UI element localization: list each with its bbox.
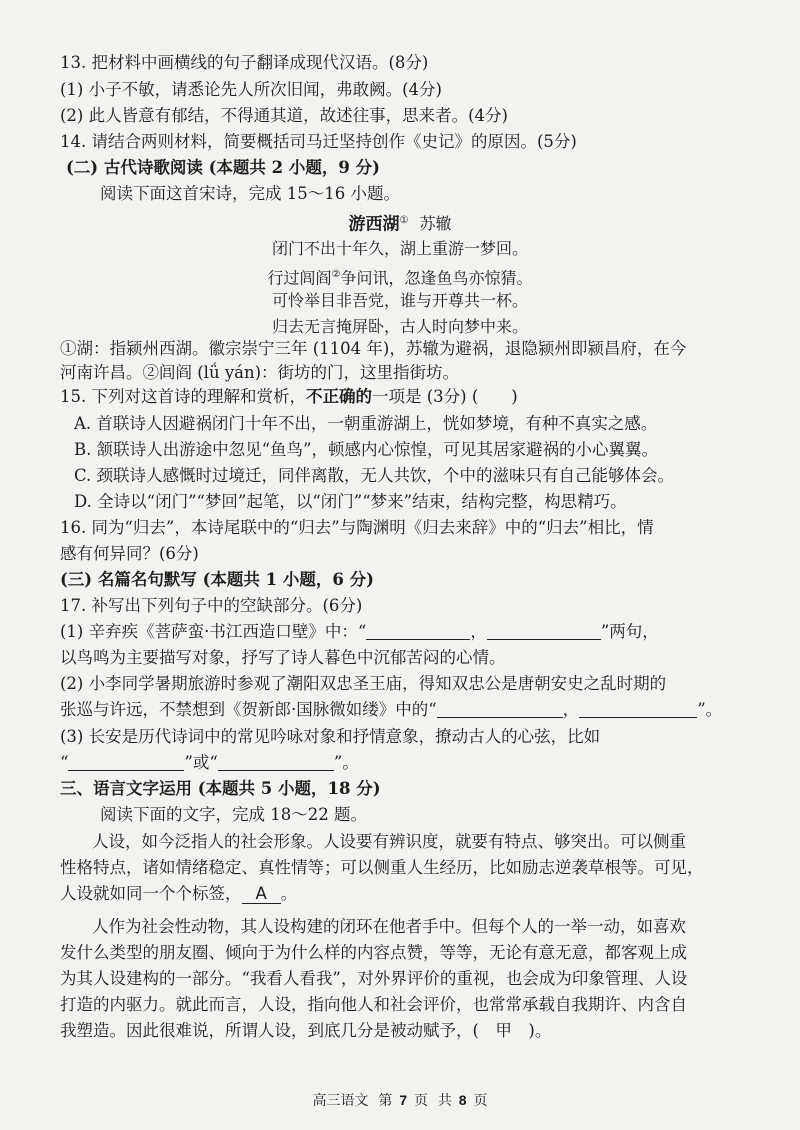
q17-item-1-c: ”两句， (600, 622, 659, 641)
passage-p1-line-3-text: 人设就如同一个个标签， (60, 884, 242, 903)
passage-p1-line-1: 人设，如今泛指人的社会形象。人设要有辨识度，就要有特点、够突出。可以侧重 (92, 832, 686, 851)
q17-item-1 (60, 619, 776, 645)
poem-line-2-note: ② (331, 269, 341, 280)
q13-sentence-1: (1) 小子不敏，请悉论先人所次旧闻，弗敢阙。(4分) (60, 80, 442, 99)
q17-blank-2[interactable] (487, 621, 601, 640)
poem-line-3: 可怜举目非吾党，谁与开尊共一杯。 (271, 291, 528, 310)
passage-p2-line-1: 人作为社会性动物，其人设构建的闭环在他者手中。但每个人的一举一动，如喜欢 (92, 917, 686, 936)
footer-total-number: 8 (458, 1092, 467, 1108)
poem-line-2-b: 争问讯，忽逢鱼鸟亦惊猜。 (340, 268, 533, 288)
part-3-heading: 三、语言文字运用 (本题共 5 小题，18 分) (60, 779, 381, 798)
passage-p2-line-4: 打造的内驱力。就此而言，人设，指向他人和社会评价，也常常承载自我期许、内含自 (60, 995, 687, 1014)
section-3-heading: (三) 名篇名句默写 (本题共 1 小题，6 分) (60, 570, 374, 589)
footer-total-prefix: 共 (437, 1092, 452, 1108)
q17-item-1-a: (1) 辛弃疾《菩萨蛮·书江西造口壁》中：“ (60, 622, 367, 641)
poem-author: 苏辙 (419, 214, 452, 234)
part-3-intro: 阅读下面的文字，完成 18～22 题。 (100, 805, 367, 824)
poem-line-4: 归去无言掩屏卧，古人时向梦中来。 (271, 317, 528, 336)
q15-option-b: B. 颔联诗人出游途中忽见“鱼鸟”，顿感内心惊惶，可见其居家避祸的小心翼翼。 (74, 440, 658, 459)
q15-stem-c: 一项是 (3分) ( ) (372, 387, 518, 406)
note-line-1: ①湖：指颍州西湖。徽宗崇宁三年 (1104 年)，苏辙为避祸，退隐颍州即颍昌府，在今 (60, 339, 687, 358)
passage-p1-line-3-end: 。 (280, 884, 298, 903)
poem-title: 游西湖 (348, 214, 400, 235)
passage-p1-line-3 (60, 881, 776, 907)
q17-item-1-b: ， (470, 622, 487, 641)
q17-stem: 17. 补写出下列句子中的空缺部分。(6分) (60, 596, 363, 615)
poem-title-line (0, 208, 800, 237)
q15-option-d: D. 全诗以“闭门”“梦回”起笔，以“闭门”“梦来”结束，结构完整，构思精巧。 (74, 492, 627, 511)
footer-subject: 高三语文 (312, 1092, 369, 1108)
q17-item-1-d: 以鸟鸣为主要描写对象，抒写了诗人暮色中沉郁苦闷的心情。 (60, 648, 506, 667)
q16-line-1: 16. 同为“归去”，本诗尾联中的“归去”与陶渊明《归去来辞》中的“归去”相比，情 (60, 518, 654, 537)
passage-p2-line-3: 为其人设建构的一部分。“我看人看我”，对外界评价的重视，也会成为印象管理、人设 (60, 969, 688, 988)
footer-page-number: 7 (399, 1092, 408, 1108)
blank-a[interactable]: A (242, 884, 281, 904)
page-footer (0, 1090, 800, 1110)
footer-total-suffix: 页 (473, 1092, 488, 1108)
q17-item-3 (60, 750, 776, 776)
poem-line-2-a: 行过闾阎 (267, 268, 332, 288)
q15-stem-a: 15. 下列对这首诗的理解和赏析， (60, 387, 306, 406)
footer-page-suffix: 页 (414, 1092, 428, 1108)
q16-line-2: 感有何异同？(6分) (60, 544, 199, 563)
q17-blank-1[interactable] (366, 621, 470, 640)
passage-p1-line-2: 性格特点，诸如情绪稳定、真性情等；可以侧重人生经历，比如励志逆袭草根等。可见， (60, 858, 704, 877)
q15-option-c: C. 颈联诗人感慨时过境迁，同伴离散，无人共饮，个中的滋味只有自己能够体会。 (74, 466, 675, 485)
poem-title-note: ① (399, 215, 409, 226)
footer-page-prefix: 第 (378, 1092, 393, 1108)
q15-stem-emphasis: 不正确的 (306, 387, 372, 406)
q13-sentence-2: (2) 此人皆意有郁结，不得通其道，故述往事，思来者。(4分) (60, 106, 508, 125)
q17-item-2-c: ， (562, 700, 580, 719)
poem-line-2 (0, 262, 800, 291)
section-2-heading: (二) 古代诗歌阅读 (本题共 2 小题，9 分) (66, 158, 380, 177)
note-line-2: 河南许昌。②闾阎 (lǘ yán)：街坊的门，这里指街坊。 (60, 363, 460, 382)
q15-stem (60, 384, 776, 410)
q13-stem: 13. 把材料中画横线的句子翻译成现代汉语。(8分) (60, 53, 429, 72)
q17-item-2-a: (2) 小李同学暑期旅游时参观了潮阳双忠圣王庙，得知双忠公是唐朝安史之乱时期的 (60, 674, 667, 693)
q17-item-3-a: (3) 长安是历代诗词中的常见吟咏对象和抒情意象，撩动古人的心弦，比如 (60, 727, 601, 746)
q17-blank-5[interactable] (68, 752, 184, 771)
q14-stem: 14. 请结合两则材料，简要概括司马迁坚持创作《史记》的原因。(5分) (60, 132, 577, 151)
poem-line-1: 闭门不出十年久，湖上重游一梦回。 (271, 239, 528, 258)
q17-item-3-d: ”。 (333, 753, 359, 772)
section-2-intro: 阅读下面这首宋诗，完成 15～16 小题。 (100, 184, 400, 203)
passage-p2-line-5: 我塑造。因此很难说，所谓人设，到底几分是被动赋予，( 甲 )。 (60, 1021, 552, 1040)
q17-item-2 (60, 697, 776, 723)
q17-blank-6[interactable] (218, 752, 334, 771)
q17-item-2-d: ”。 (697, 700, 723, 719)
q17-item-3-c: ”或“ (184, 753, 218, 772)
q15-option-a: A. 首联诗人因避祸闭门十年不出，一朝重游湖上，恍如梦境，有种不真实之感。 (74, 414, 658, 433)
q17-blank-3[interactable] (437, 699, 563, 718)
q17-item-2-b: 张巡与许远，不禁想到《贺新郎·国脉微如缕》中的“ (60, 700, 437, 719)
q17-item-3-b: “ (60, 753, 69, 772)
passage-p2-line-2: 发什么类型的朋友圈、倾向于为什么样的内容点赞，等等，无论有意无意，都客观上成 (60, 943, 687, 962)
q17-blank-4[interactable] (579, 699, 697, 718)
